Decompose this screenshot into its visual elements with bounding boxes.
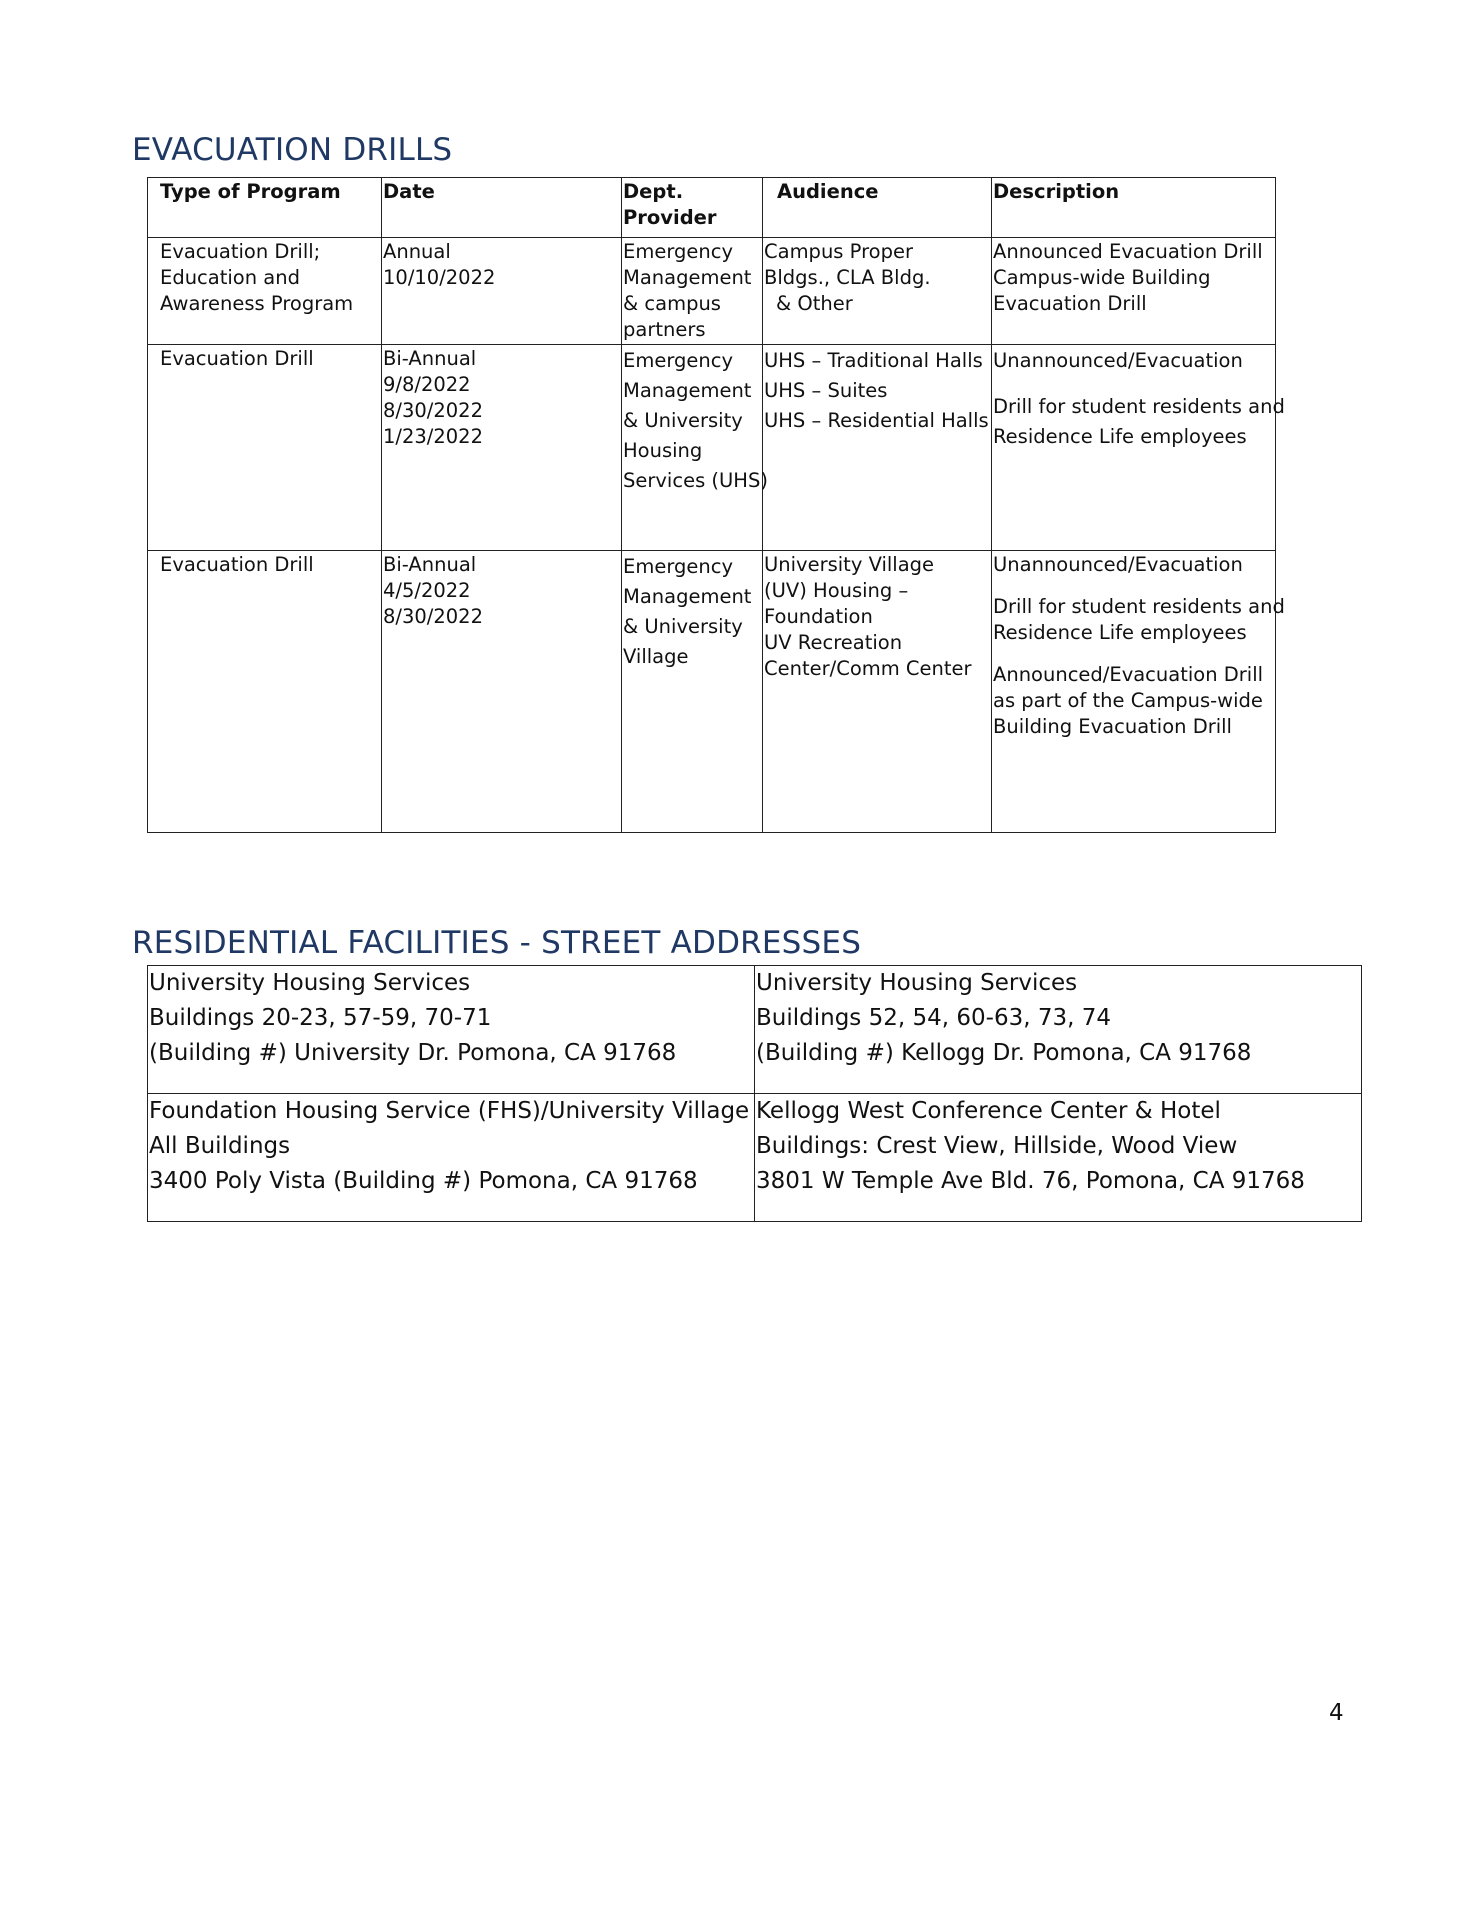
description-cell: Announced Evacuation Drill Campus-wide Building Evacuation Drill [992, 238, 1276, 345]
table-row [148, 551, 1276, 833]
address-cell: University Housing Services Buildings 20-23, 57-59, 70-71 (Building #) University Dr. Pomona, CA 91768 [148, 966, 755, 1094]
audience-cell: University Village (UV) Housing – Foundation UV Recreation Center/Comm Center [763, 551, 992, 833]
address-cell: Foundation Housing Service (FHS)/University Village All Buildings 3400 Poly Vista (Building #) Pomona, CA 91768 [148, 1094, 755, 1222]
evacuation-drills-table [147, 177, 1285, 833]
header-type-of-program: Type of Program [148, 178, 382, 238]
residential-facilities-heading: RESIDENTIAL FACILITIES - STREET ADDRESSES [132, 925, 862, 961]
provider-cell: Emergency Management & University Village [622, 551, 763, 833]
audience-cell: Campus Proper Bldgs., CLA Bldg. & Other [763, 238, 992, 345]
date-cell: Annual 10/10/2022 [382, 238, 622, 345]
table-row [148, 966, 1362, 1094]
header-dept-provider: Dept. Provider [622, 178, 763, 238]
date-cell: Bi-Annual 4/5/2022 8/30/2022 [382, 551, 622, 833]
table-row [148, 238, 1276, 345]
table-header-row [148, 178, 1276, 238]
address-cell: University Housing Services Buildings 52, 54, 60-63, 73, 74 (Building #) Kellogg Dr. Pomona, CA 91768 [755, 966, 1362, 1094]
residential-addresses-table [147, 965, 1362, 1222]
provider-cell: Emergency Management & University Housing Services (UHS) [622, 345, 763, 551]
table-row [148, 1094, 1362, 1222]
program-type-cell: Evacuation Drill; Education and Awareness Program [148, 238, 382, 345]
provider-cell: Emergency Management & campus partners [622, 238, 763, 345]
header-date: Date [382, 178, 622, 238]
page-number: 4 [1329, 1700, 1344, 1726]
description-cell: Unannounced/Evacuation Drill for student residents and Residence Life employees Announced/Evacuation Drill as part of the Campus-wide Building Evacuation Drill [992, 551, 1276, 833]
address-cell: Kellogg West Conference Center & Hotel Buildings: Crest View, Hillside, Wood View 3801 W Temple Ave Bld. 76, Pomona, CA 91768 [755, 1094, 1362, 1222]
header-audience: Audience [763, 178, 992, 238]
description-cell: Unannounced/Evacuation Drill for student residents and Residence Life employees [992, 345, 1276, 551]
date-cell: Bi-Annual 9/8/2022 8/30/2022 1/23/2022 [382, 345, 622, 551]
program-type-cell: Evacuation Drill [148, 345, 382, 551]
table-row [148, 345, 1276, 551]
program-type-cell: Evacuation Drill [148, 551, 382, 833]
header-description: Description [992, 178, 1276, 238]
audience-cell: UHS – Traditional Halls UHS – Suites UHS – Residential Halls [763, 345, 992, 551]
evacuation-drills-heading: EVACUATION DRILLS [132, 132, 453, 168]
